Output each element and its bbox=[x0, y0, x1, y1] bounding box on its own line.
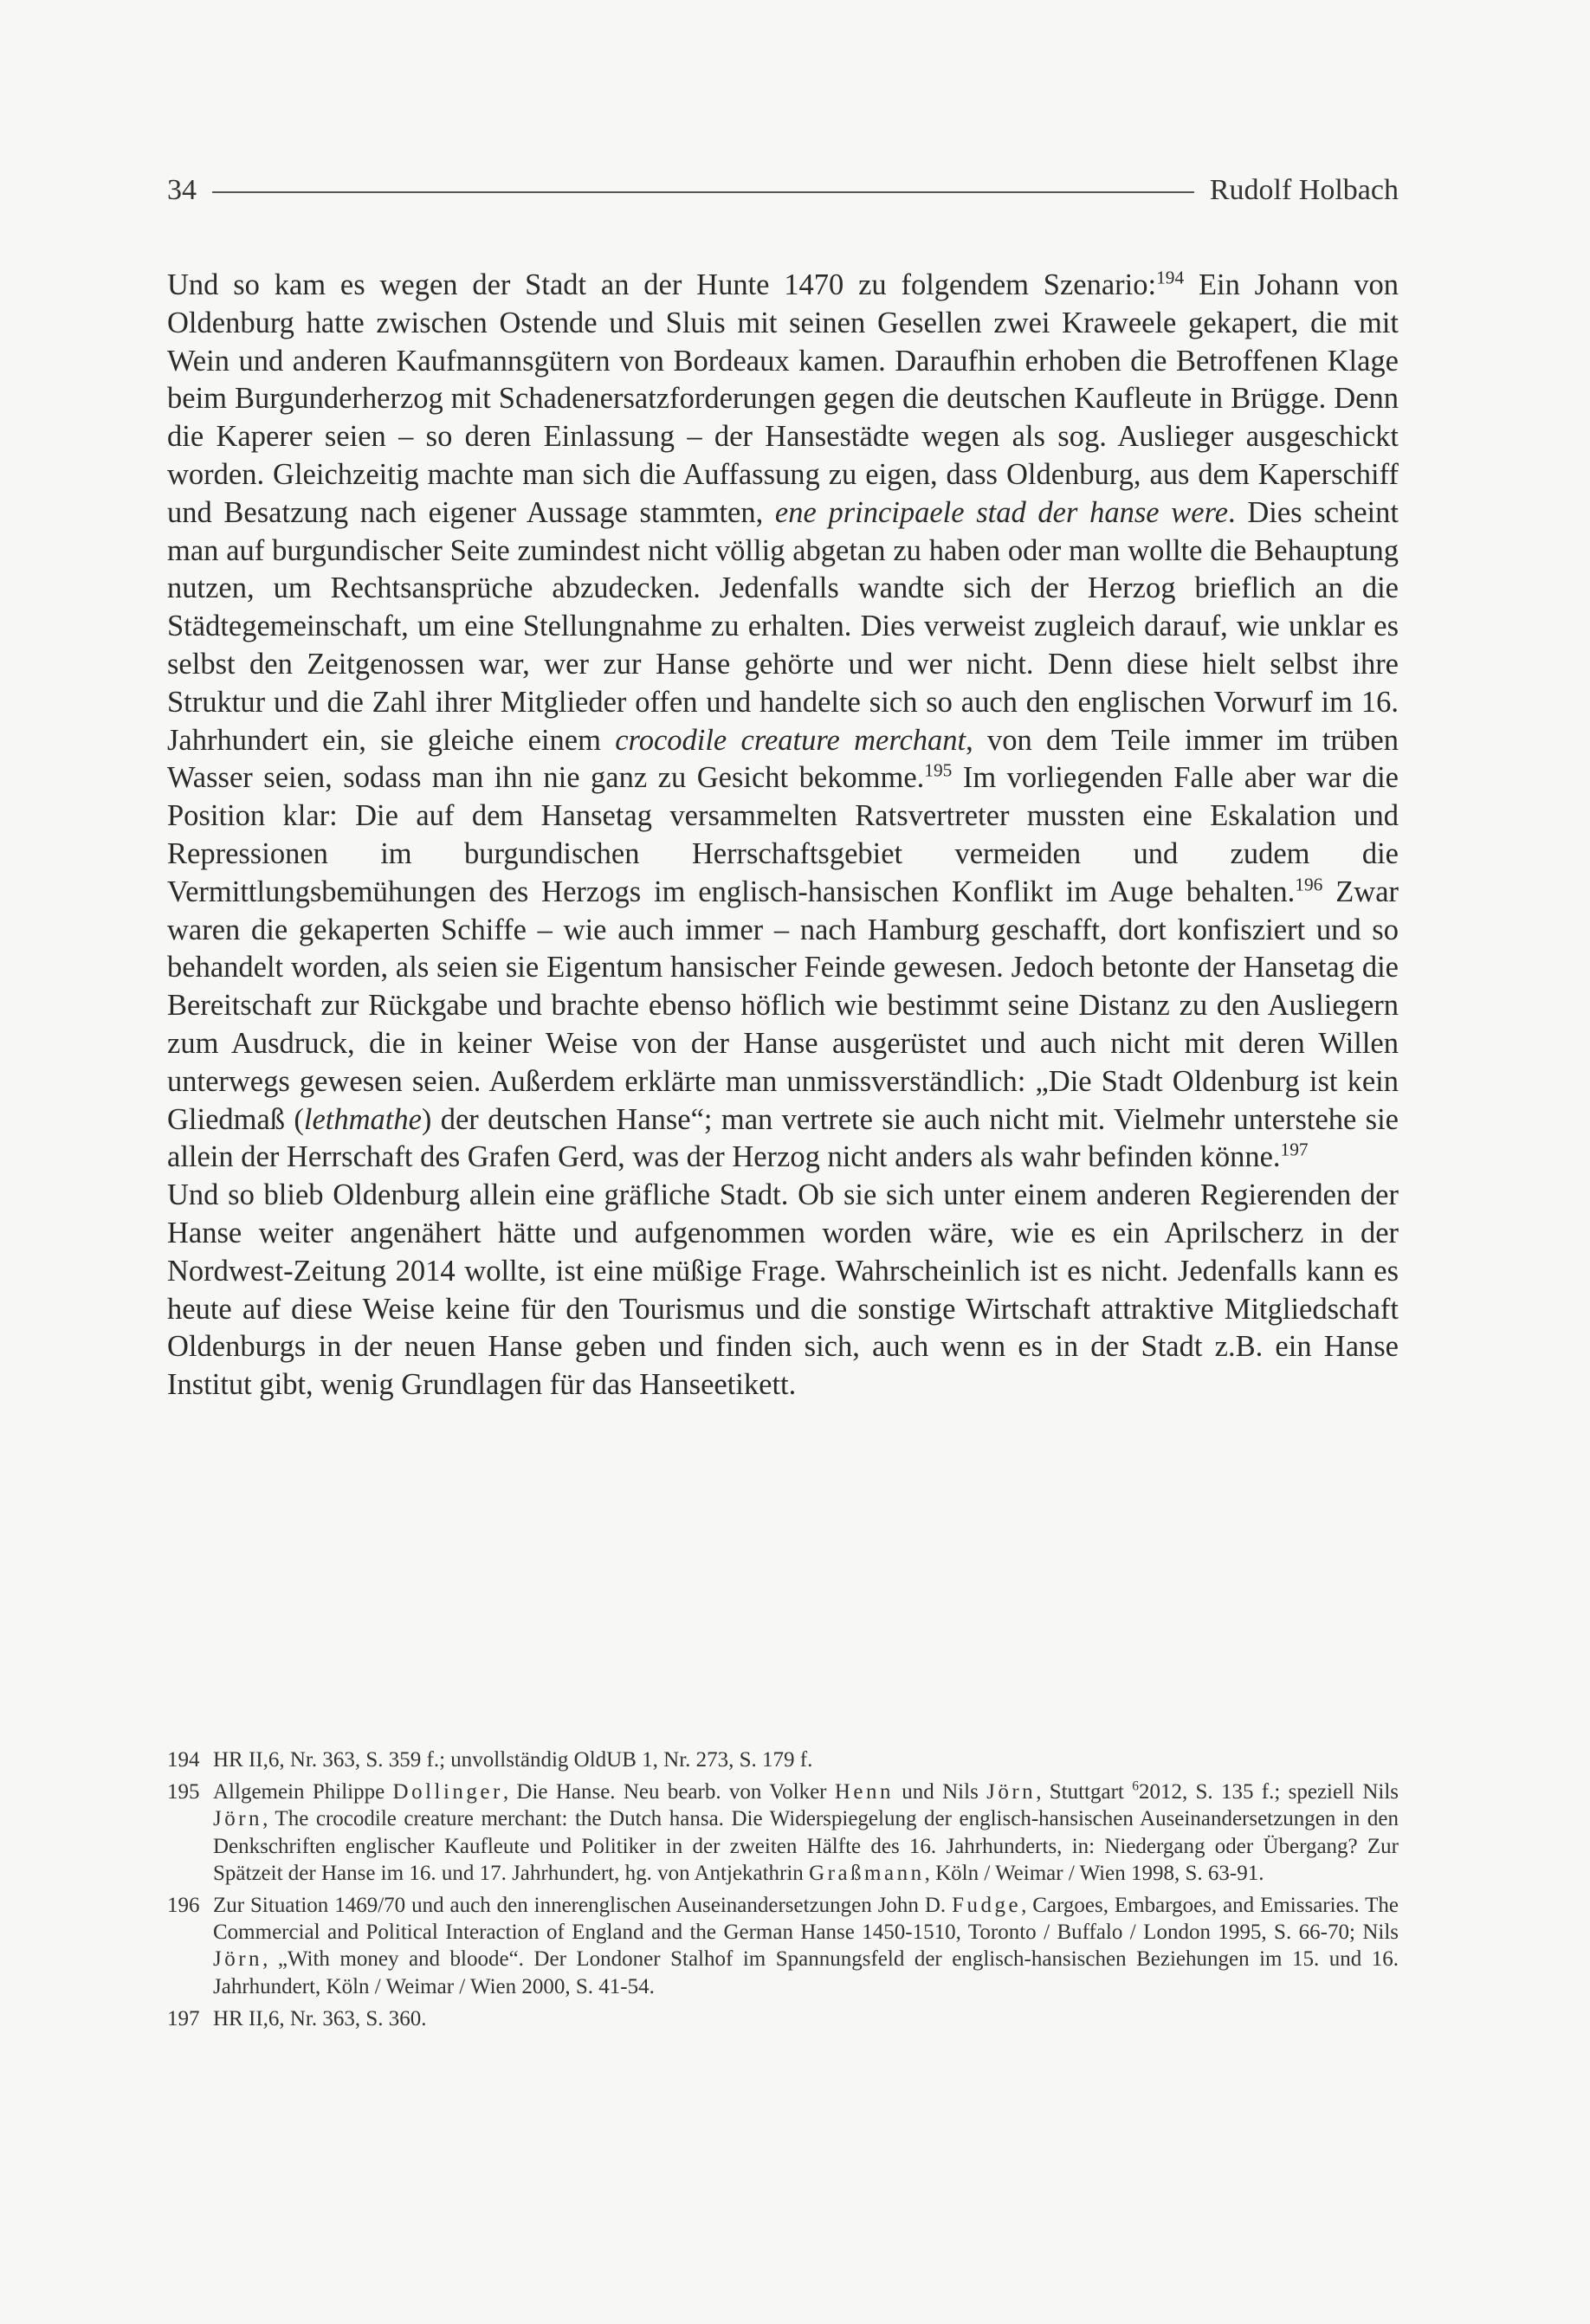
footnote-195 bbox=[167, 1779, 1399, 1887]
text-run: , The crocodile creature merchant: the Dutch hansa. Die Widerspiegelung der englisch-hansischen Auseinandersetzungen in den Denkschriften englischer Kaufleute und Politiker in der zweiten Hälfte des 16. Jahrhunderts, in: Niedergang oder Übergang? Zur Spätzeit der Hanse im 16. und 17. Jahrhundert, hg. von Antjekathrin bbox=[213, 1807, 1399, 1885]
text-run: Allgemein Philippe bbox=[213, 1780, 393, 1804]
text-run: , Die Hanse. Neu bearb. von Volker bbox=[502, 1780, 835, 1804]
footnote-ref-195: 195 bbox=[924, 759, 953, 781]
text-run: , Stuttgart bbox=[1036, 1780, 1133, 1804]
footnote-number: 196 bbox=[167, 1894, 200, 1918]
footnote-text: HR II,6, Nr. 363, S. 359 f.; unvollständig OldUB 1, Nr. 273, S. 179 f. bbox=[213, 1748, 813, 1772]
footnote-number: 197 bbox=[167, 2006, 200, 2030]
edition-number: 6 bbox=[1132, 1779, 1139, 1794]
text-run: . Dies scheint man auf burgundischer Seite zumindest nicht völlig abgetan zu haben oder man wollte die Behauptung nutzen, um Rechtsansprüche abzudecken. Jedenfalls wandte sich der Herzog brieflich an die Städtegemeinschaft, um eine Stellungnahme zu erhalten. Dies verweist zugleich darauf, wie unklar es selbst den Zeitgenossen war, wer zur Hanse gehörte und wer nicht. Denn diese hielt selbst ihre Struktur und die Zahl ihrer Mitglieder offen und handelte sich so auch den englischen Vorwurf im 16. Jahrhundert ein, sie gleiche einem bbox=[167, 495, 1399, 757]
text-run: und Nils bbox=[893, 1780, 987, 1804]
footnote-text bbox=[213, 1779, 1399, 1887]
footnote-number: 194 bbox=[167, 1748, 200, 1772]
author-name: Dollinger bbox=[392, 1780, 503, 1804]
footnote-194 bbox=[167, 1746, 1399, 1773]
footnote-ref-197: 197 bbox=[1280, 1139, 1309, 1160]
header-rule bbox=[212, 191, 1194, 193]
author-name: Jörn bbox=[986, 1780, 1037, 1804]
author-name: Jörn bbox=[213, 1807, 263, 1831]
text-run: Und so kam es wegen der Stadt an der Hunte 1470 zu folgendem Szenario: bbox=[167, 268, 1157, 301]
text-run: Im vorliegenden Falle aber war die Position klar: Die auf dem Hansetag versammelten Ratsvertreter mussten eine Eskalation und Repressionen im burgundischen Herrschaftsgebiet vermeiden und zudem die Vermittlungsbemühungen des Herzogs im englisch-hansischen Konflikt im Auge behalten. bbox=[167, 761, 1399, 908]
text-run: 2012, S. 135 f.; speziell Nils bbox=[1138, 1780, 1399, 1804]
author-name: Fudge bbox=[952, 1894, 1022, 1918]
text-run: , „With money and bloode“. Der Londoner Stalhof im Spannungsfeld der englisch-hansischen Beziehungen im 15. und 16. Jahrhundert, Köln / Weimar / Wien 2000, S. 41-54. bbox=[213, 1947, 1399, 1998]
footnote-ref-196: 196 bbox=[1295, 874, 1323, 895]
running-head bbox=[167, 169, 1399, 212]
text-run: , Cargoes, Embargoes, and Emissaries. The Commercial and Political Interaction of England and the German Hanse 1450-1510, Toronto / Buffalo / London 1995, S. 66-70; Nils bbox=[213, 1894, 1399, 1945]
author-name: Graßmann bbox=[809, 1861, 925, 1885]
footnote-197 bbox=[167, 2005, 1399, 2032]
footnote-text: HR II,6, Nr. 363, S. 360. bbox=[213, 2006, 427, 2030]
paragraph-2: Und so blieb Oldenburg allein eine gräfliche Stadt. Ob sie sich unter einem anderen Regierenden der Hanse weiter angenähert hätte und aufgenommen worden wäre, wie es ein Aprilscherz in der Nordwest-Zeitung 2014 wollte, ist eine müßige Frage. Wahrscheinlich ist es nicht. Jedenfalls kann es heute auf diese Weise keine für den Tourismus und die sonstige Wirtschaft attraktive Mitgliedschaft Oldenburgs in der neuen Hanse geben und finden sich, auch wenn es in der Stadt z.B. ein Hanse Institut gibt, wenig Grundlagen für das Hanseetikett. bbox=[167, 1178, 1399, 1402]
text-run: Zwar waren die gekaperten Schiffe – wie auch immer – nach Hamburg geschafft, dort konfisziert und so behandelt worden, als seien sie Eigentum hansischer Feinde gewesen. Jedoch betonte der Hansetag die Bereitschaft zur Rückgabe und brachte ebenso höflich wie bestimmt seine Distanz zu den Ausliegern zum Ausdruck, die in keiner Weise von der Hanse ausgerüstet und auch nicht mit deren Willen unterwegs gewesen seien. Außerdem erklärte man unmissverständlich: „Die Stadt Oldenburg ist kein Gliedmaß ( bbox=[167, 875, 1399, 1136]
text-run: Zur Situation 1469/70 und auch den innerenglischen Auseinandersetzungen John D. bbox=[213, 1894, 953, 1918]
author-name: Jörn bbox=[213, 1947, 263, 1972]
footnote-text bbox=[213, 1892, 1399, 2000]
text-run: ) der deutschen Hanse“; man vertrete sie auch nicht mit. Vielmehr unterstehe sie allein der Herrschaft des Grafen Gerd, was der Herzog nicht anders als wahr befinden könne. bbox=[167, 1102, 1399, 1174]
text-run: , von dem Teile immer im trüben Wasser seien, sodass man ihn nie ganz zu Gesicht bekomme. bbox=[167, 723, 1399, 795]
main-text bbox=[167, 267, 1399, 1404]
text-run: Ein Johann von Oldenburg hatte zwischen Ostende und Sluis mit seinen Gesellen zwei Kraweele gekapert, die mit Wein und anderen Kaufmannsgütern von Bordeaux kamen. Daraufhin erhoben die Betroffenen Klage beim Burgunderherzog mit Schadenersatzforderungen gegen die deutschen Kaufleute in Brügge. Denn die Kaperer seien – so deren Einlassung – der Hansestädte wegen als sog. Auslieger ausgeschickt worden. Gleichzeitig machte man sich die Auffassung zu eigen, dass Oldenburg, aus dem Kaperschiff und Besatzung nach eigener Aussage stammten, bbox=[167, 268, 1399, 529]
footnotes bbox=[167, 1746, 1399, 2037]
quote-italic: crocodile creature merchant bbox=[615, 723, 966, 757]
footnote-ref-194: 194 bbox=[1156, 267, 1185, 288]
footnote-196 bbox=[167, 1892, 1399, 2000]
text-run: , Köln / Weimar / Wien 1998, S. 63-91. bbox=[924, 1861, 1264, 1885]
paragraph-1 bbox=[167, 267, 1399, 1177]
running-head-author: Rudolf Holbach bbox=[1209, 174, 1399, 206]
page-number: 34 bbox=[167, 174, 197, 206]
quote-italic: lethmathe bbox=[303, 1102, 422, 1136]
quote-italic: ene principaele stad der hanse were bbox=[774, 495, 1229, 529]
author-name: Henn bbox=[834, 1780, 894, 1804]
footnote-number: 195 bbox=[167, 1780, 200, 1804]
